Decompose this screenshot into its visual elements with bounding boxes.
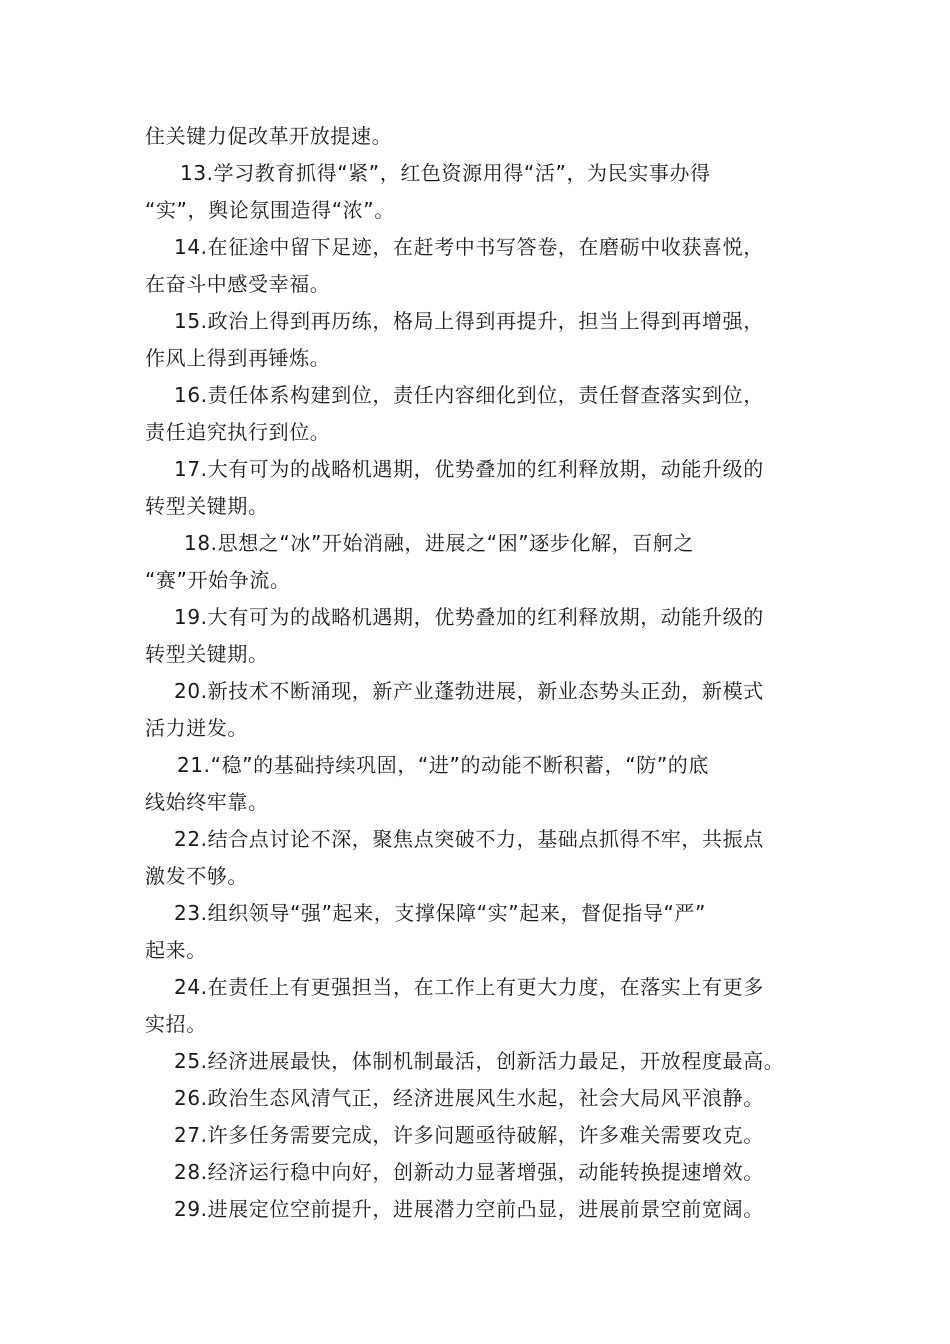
text-line: 22.结合点讨论不深，聚焦点突破不力，基础点抓得不牢，共振点 (174, 827, 764, 851)
paragraph-27 (145, 1117, 813, 1154)
paragraph-22 (145, 821, 813, 895)
paragraph-25 (145, 1043, 813, 1080)
text-line: 转型关键期。 (145, 494, 269, 518)
text-line: 28.经济运行稳中向好，创新动力显著增强，动能转换提速增效。 (174, 1160, 764, 1184)
paragraph-17 (145, 451, 813, 525)
text-line: 24.在责任上有更强担当，在工作上有更大力度，在落实上有更多 (174, 975, 764, 999)
paragraph-24 (145, 969, 813, 1043)
paragraph-19 (145, 599, 813, 673)
text-line: 责任追究执行到位。 (145, 420, 331, 444)
text-line: 作风上得到再锤炼。 (145, 346, 331, 370)
text-line: 16.责任体系构建到位，责任内容细化到位，责任督查落实到位， (174, 383, 764, 407)
paragraph-12-continuation (145, 118, 813, 155)
text-line: 20.新技术不断涌现，新产业蓬勃进展，新业态势头正劲，新模式 (174, 679, 764, 703)
paragraph-13 (145, 155, 813, 229)
text-line: 21.“稳”的基础持续巩固，“进”的动能不断积蓄，“防”的底 (177, 753, 709, 777)
paragraph-16 (145, 377, 813, 451)
text-line: 25.经济进展最快，体制机制最活，创新活力最足，开放程度最高。 (174, 1049, 785, 1073)
text-line: 18.思想之“冰”开始消融，进展之“困”逐步化解，百舸之 (184, 531, 695, 555)
text-line: 13.学习教育抓得“紧”，红色资源用得“活”，为民实事办得 (180, 161, 711, 185)
text-line: 14.在征途中留下足迹，在赶考中书写答卷，在磨砺中收获喜悦， (174, 235, 764, 259)
text-line: 起来。 (145, 938, 207, 962)
text-line: 活力迸发。 (145, 716, 248, 740)
text-line: 19.大有可为的战略机遇期，优势叠加的红利释放期，动能升级的 (174, 605, 764, 629)
text-line: 转型关键期。 (145, 642, 269, 666)
text-line: 27.许多任务需要完成，许多问题亟待破解，许多难关需要攻克。 (174, 1123, 764, 1147)
paragraph-23 (145, 895, 813, 969)
text-line: “赛”开始争流。 (145, 568, 291, 592)
text-line: 线始终牢靠。 (145, 790, 269, 814)
text-line: 住关键力促改革开放提速。 (145, 124, 393, 148)
paragraph-26 (145, 1080, 813, 1117)
document-body (145, 118, 813, 1228)
paragraph-18 (145, 525, 813, 599)
text-line: 激发不够。 (145, 864, 248, 888)
paragraph-29 (145, 1191, 813, 1228)
paragraph-28 (145, 1154, 813, 1191)
text-line: 26.政治生态风清气正，经济进展风生水起，社会大局风平浪静。 (174, 1086, 764, 1110)
paragraph-21 (145, 747, 813, 821)
text-line: 在奋斗中感受幸福。 (145, 272, 331, 296)
text-line: “实”，舆论氛围造得“浓”。 (145, 198, 395, 222)
text-line: 17.大有可为的战略机遇期，优势叠加的红利释放期，动能升级的 (174, 457, 764, 481)
paragraph-15 (145, 303, 813, 377)
text-line: 15.政治上得到再历练，格局上得到再提升，担当上得到再增强， (174, 309, 764, 333)
paragraph-14 (145, 229, 813, 303)
text-line: 23.组织领导“强”起来，支撑保障“实”起来，督促指导“严” (174, 901, 706, 925)
text-line: 29.进展定位空前提升，进展潜力空前凸显，进展前景空前宽阔。 (174, 1197, 764, 1221)
paragraph-20 (145, 673, 813, 747)
text-line: 实招。 (145, 1012, 207, 1036)
